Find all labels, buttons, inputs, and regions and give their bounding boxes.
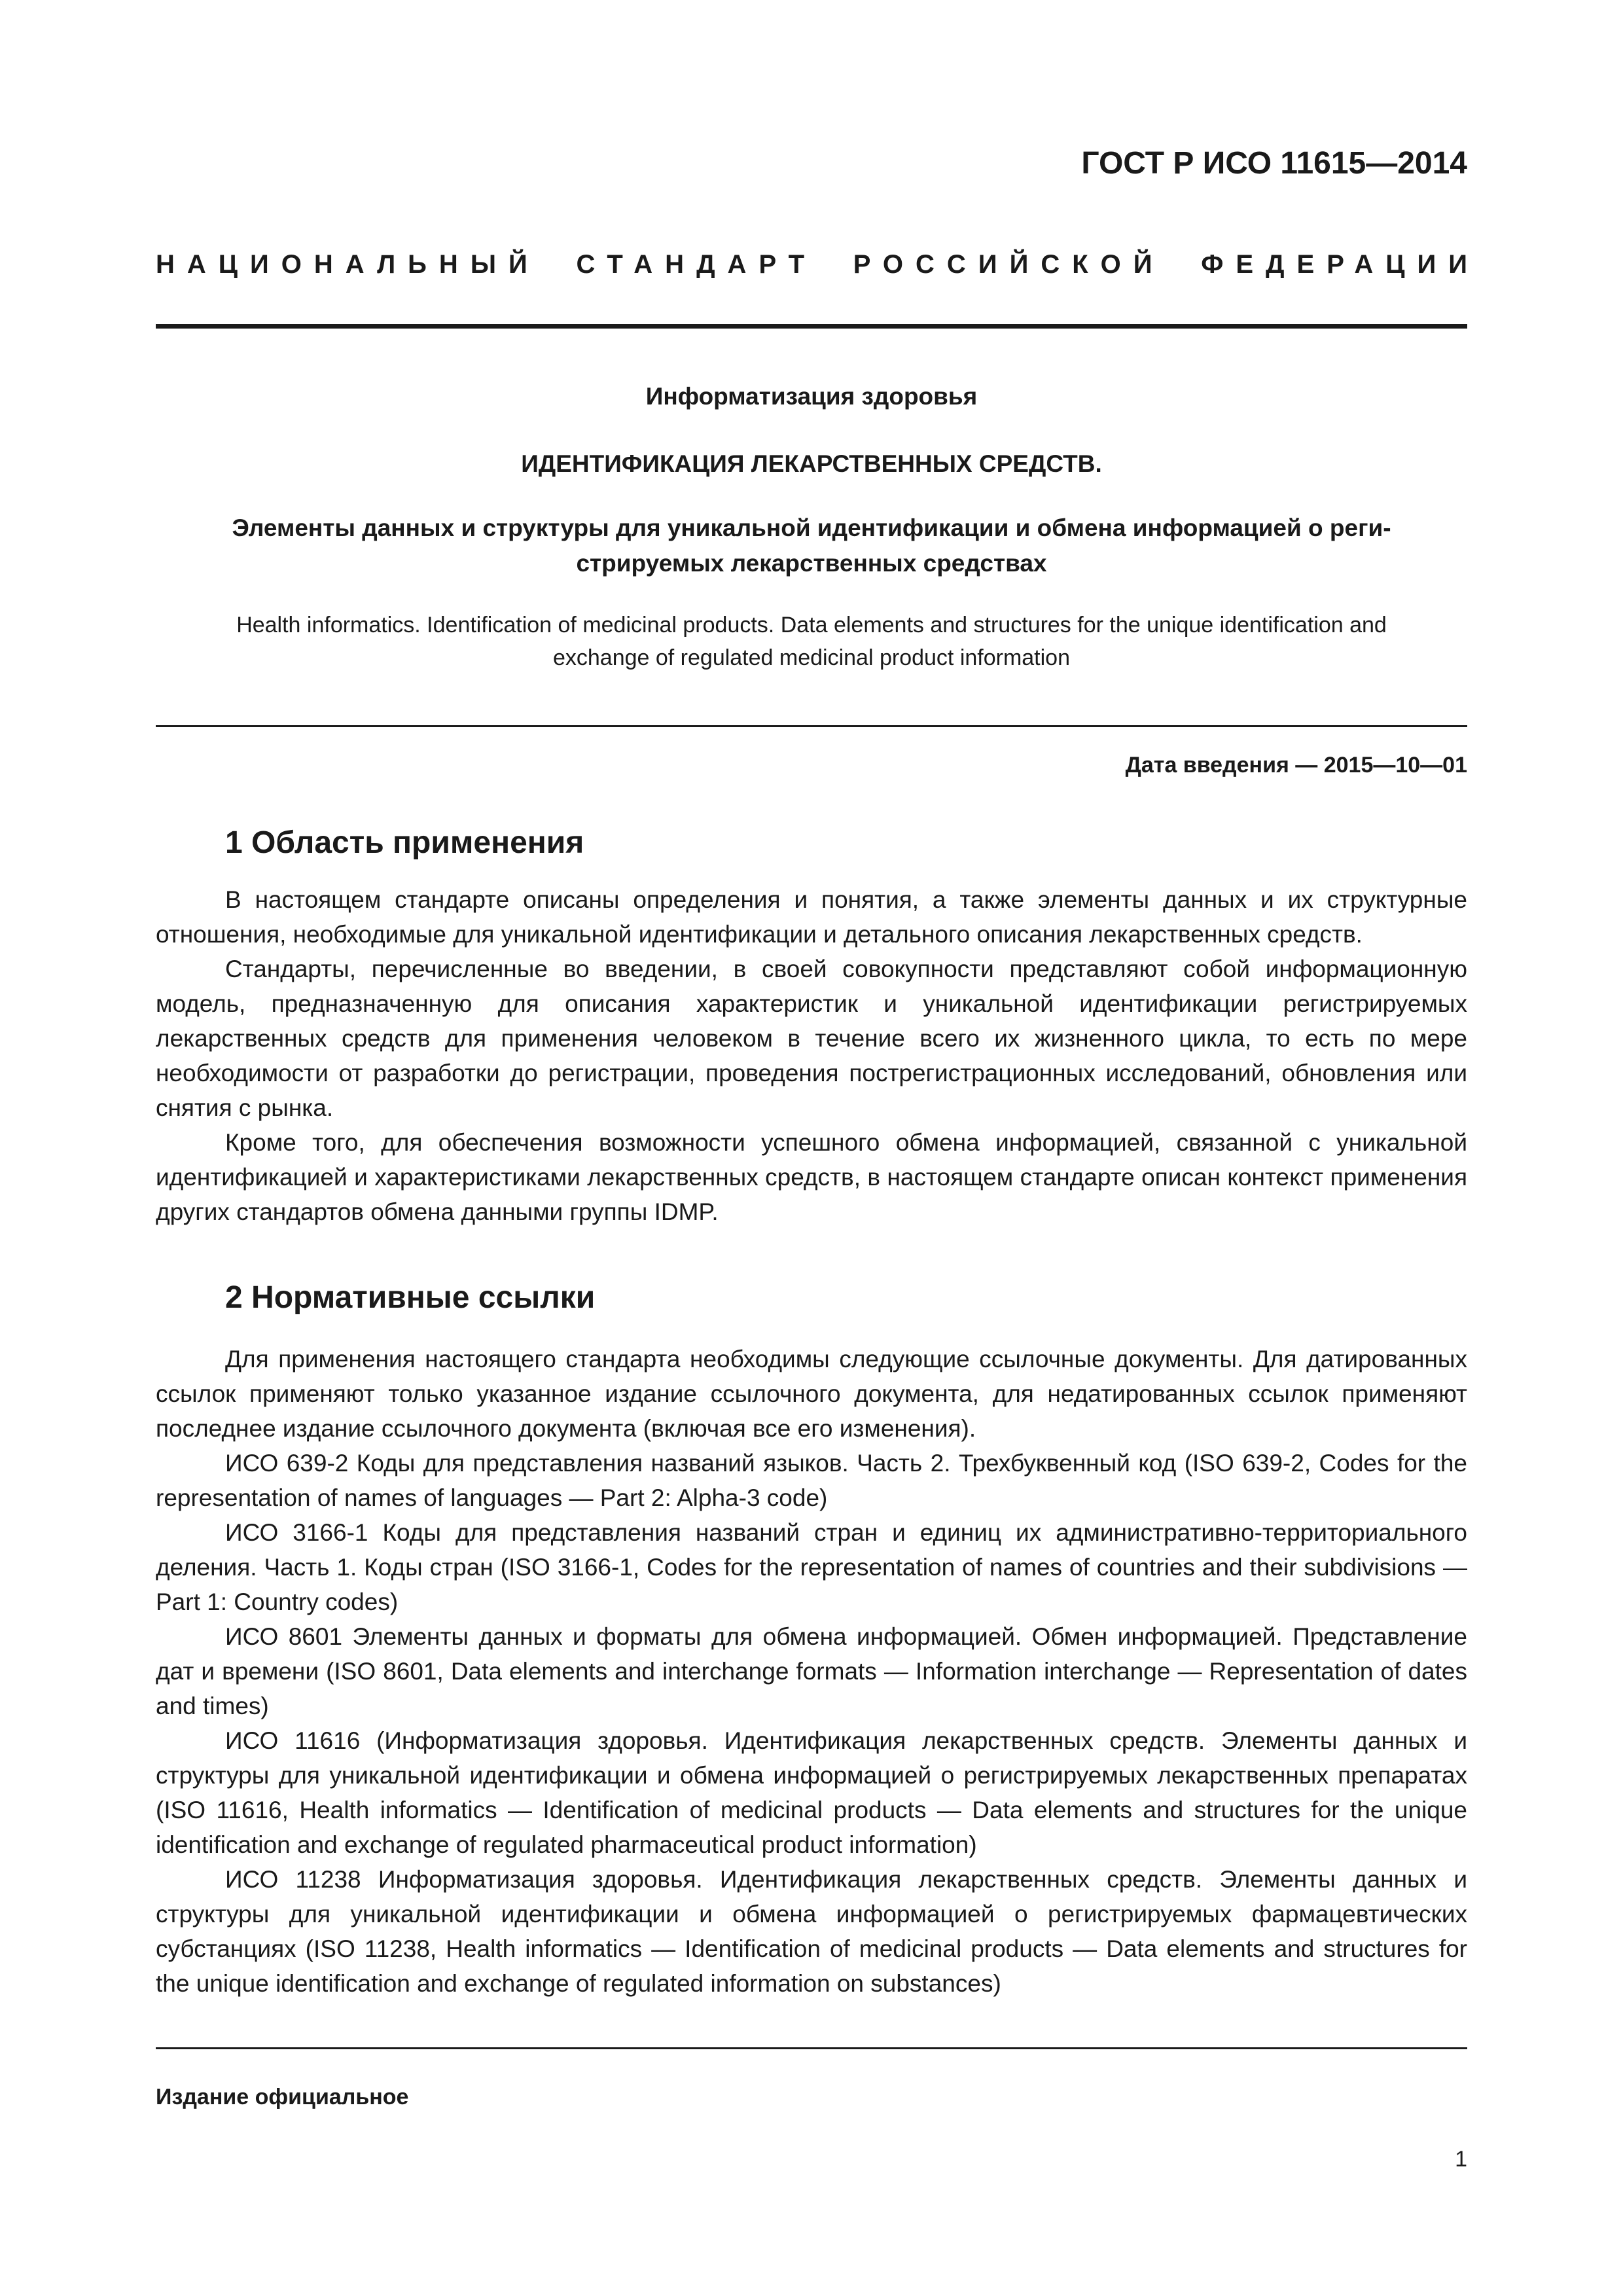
english-title-line: exchange of regulated medicinal product information — [552, 645, 1071, 670]
header-divider — [156, 324, 1467, 329]
introduction-date: Дата введения — 2015—10—01 — [1125, 753, 1467, 778]
banner-word: СТАНДАРТ — [576, 250, 817, 279]
footer-divider — [156, 2047, 1467, 2049]
subtitle-line: стрируемых лекарственных средствах — [576, 550, 1047, 577]
title-group: Информатизация здоровья — [645, 383, 978, 410]
standard-designation: ГОСТ Р ИСО 11615—2014 — [1081, 146, 1467, 181]
banner-word: НАЦИОНАЛЬНЫЙ — [156, 250, 540, 279]
paragraph: В настоящем стандарте описаны определения и понятия, а также элементы данных и их структурные отношения, необходимые для уникальной идентификации и детального описания лекарственных средств. — [156, 886, 1467, 948]
section-heading: 1 Область применения — [225, 825, 584, 860]
subtitle-line: Элементы данных и структуры для уникальной идентификации и обмена информацией о реги- — [232, 514, 1391, 541]
english-title-line: Health informatics. Identification of medicinal products. Data elements and structures for the unique identification and — [236, 613, 1387, 637]
title-english — [156, 609, 1467, 674]
reference-item: ИСО 3166-1 Коды для представления названий стран и единиц их административно-территориального деления. Часть 1. Коды стран (ISO 3166-1, Codes for the representation of names of countries and their subdivisions — Part 1: Country codes) — [156, 1519, 1467, 1615]
page-number: 1 — [1455, 2147, 1467, 2172]
paragraph: Кроме того, для обеспечения возможности успешного обмена информацией, связанной с уникальной идентификацией и характеристиками лекарственных средств, в настоящем стандарте описан контекст применения других стандартов обмена данными группы IDMP. — [156, 1129, 1467, 1225]
reference-item: ИСО 8601 Элементы данных и форматы для обмена информацией. Обмен информацией. Представление дат и времени (ISO 8601, Data elements and interchange formats — Information interchange — Representation of dates and times) — [156, 1623, 1467, 1719]
section-body — [156, 1342, 1467, 2001]
reference-item: ИСО 11616 (Информатизация здоровья. Идентификация лекарственных средств. Элементы данных и структуры для уникальной идентификации и обмена информацией о регистрируемых лекарственных препаратах (ISO 11616, Health informatics — Identification of medicinal products — Data elements and structures for the unique identification and exchange of regulated pharmaceutical product information) — [156, 1727, 1467, 1858]
paragraph: Стандарты, перечисленные во введении, в своей совокупности представляют собой информационную модель, предназначенную для описания характеристик и уникальной идентификации регистрируемых лекарственных средств для применения человеком в течение всего их жизненного цикла, то есть по мере необходимости от разработки до регистрации, проведения пострегистрационных исследований, обновления или снятия с рынка. — [156, 956, 1467, 1121]
title-divider — [156, 725, 1467, 727]
title-main: ИДЕНТИФИКАЦИЯ ЛЕКАРСТВЕННЫХ СРЕДСТВ. — [521, 450, 1102, 477]
national-standard-banner — [156, 250, 1480, 279]
section-body — [156, 882, 1467, 1229]
section-heading: 2 Нормативные ссылки — [225, 1280, 596, 1315]
banner-word: ФЕДЕРАЦИИ — [1201, 250, 1480, 279]
reference-item: ИСО 639-2 Коды для представления названий языков. Часть 2. Трехбуквенный код (ISO 639-2, Codes for the representation of names of languages — Part 2: Alpha-3 code) — [156, 1450, 1467, 1511]
reference-item: ИСО 11238 Информатизация здоровья. Идентификация лекарственных средств. Элементы данных и структуры для уникальной идентификации и обмена информацией о регистрируемых фармацевтических субстанциях (ISO 11238, Health informatics — Identification of medicinal products — Data elements and structures for the unique identification and exchange of regulated information on substances) — [156, 1866, 1467, 1997]
title-subtitle — [156, 511, 1467, 581]
paragraph: Для применения настоящего стандарта необходимы следующие ссылочные документы. Для датированных ссылок применяют только указанное издание ссылочного документа, для недатированных ссылок применяют последнее издание ссылочного документа (включая все его изменения). — [156, 1346, 1467, 1442]
official-edition-label: Издание официальное — [156, 2085, 409, 2109]
banner-word: РОССИЙСКОЙ — [853, 250, 1165, 279]
